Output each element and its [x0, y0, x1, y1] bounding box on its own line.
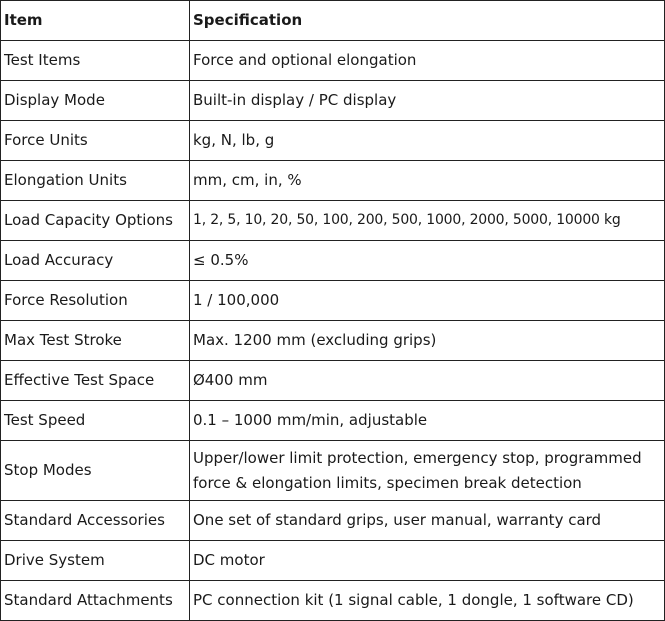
table-row	[1, 241, 665, 281]
spec-cell: 0.1 – 1000 mm/min, adjustable	[190, 401, 665, 441]
spec-cell: 1 / 100,000	[190, 281, 665, 321]
spec-cell: Max. 1200 mm (excluding grips)	[190, 321, 665, 361]
table-row	[1, 121, 665, 161]
item-cell: Force Units	[1, 121, 190, 161]
spec-cell: PC connection kit (1 signal cable, 1 dongle, 1 software CD)	[190, 581, 665, 621]
spec-cell: ≤ 0.5%	[190, 241, 665, 281]
spec-cell: 1, 2, 5, 10, 20, 50, 100, 200, 500, 1000, 2000, 5000, 10000 kg	[190, 201, 665, 241]
item-cell: Force Resolution	[1, 281, 190, 321]
item-cell: Test Speed	[1, 401, 190, 441]
item-cell: Load Capacity Options	[1, 201, 190, 241]
header-specification: Specification	[190, 1, 665, 41]
table-row	[1, 281, 665, 321]
table-row	[1, 441, 665, 501]
table-row	[1, 541, 665, 581]
spec-cell: Force and optional elongation	[190, 41, 665, 81]
item-cell: Display Mode	[1, 81, 190, 121]
table-row	[1, 321, 665, 361]
table-row	[1, 81, 665, 121]
table-header-row	[1, 1, 665, 41]
item-cell: Elongation Units	[1, 161, 190, 201]
spec-cell: kg, N, lb, g	[190, 121, 665, 161]
spec-cell: mm, cm, in, %	[190, 161, 665, 201]
header-item: Item	[1, 1, 190, 41]
spec-cell: Upper/lower limit protection, emergency stop, programmed force & elongation limits, specimen break detection	[190, 441, 665, 501]
spec-cell: DC motor	[190, 541, 665, 581]
table-row	[1, 41, 665, 81]
table-row	[1, 581, 665, 621]
item-cell: Standard Accessories	[1, 501, 190, 541]
item-cell: Max Test Stroke	[1, 321, 190, 361]
table-row	[1, 361, 665, 401]
item-cell: Test Items	[1, 41, 190, 81]
table-row	[1, 201, 665, 241]
item-cell: Effective Test Space	[1, 361, 190, 401]
table-row	[1, 501, 665, 541]
table-row	[1, 401, 665, 441]
table-row	[1, 161, 665, 201]
spec-cell: One set of standard grips, user manual, warranty card	[190, 501, 665, 541]
item-cell: Load Accuracy	[1, 241, 190, 281]
item-cell: Stop Modes	[1, 441, 190, 501]
spec-cell: Built-in display / PC display	[190, 81, 665, 121]
spec-cell: Ø400 mm	[190, 361, 665, 401]
item-cell: Drive System	[1, 541, 190, 581]
item-cell: Standard Attachments	[1, 581, 190, 621]
